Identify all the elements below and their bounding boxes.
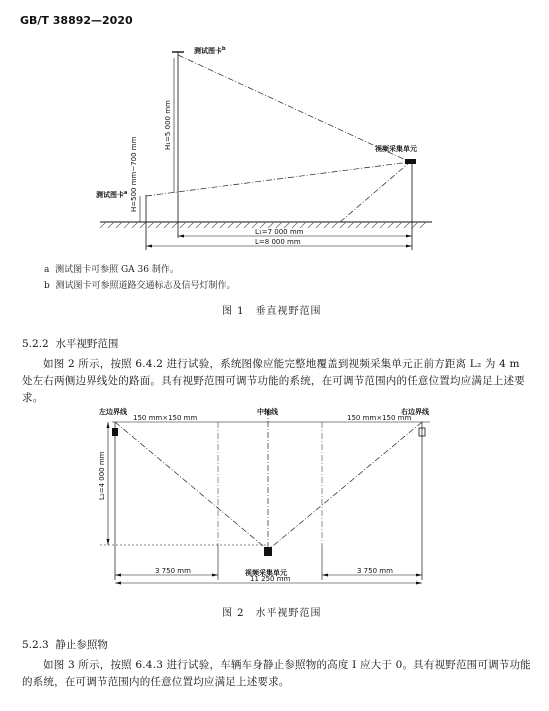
l2-label: L₂=4 000 mm — [98, 451, 106, 500]
note-a: a 测试图卡可参照 GA 36 制作。 — [44, 265, 179, 275]
section-5-2-2-heading: 5.2.2 水平视野范围 — [22, 338, 119, 350]
h1-label: H₁=5 000 mm — [164, 100, 172, 150]
section-5-2-3-text: 如图 3 所示，按照 6.4.3 进行试验，车辆车身静止参照物的高度 I 应大于 0。具有视野范围可调节功能的系统，在可调节范围内的任意位置均应满足上述要求。 — [22, 659, 531, 688]
h-label: H=500 mm~700 mm — [130, 136, 138, 212]
camera-label-fig1: 视频采集单元 — [375, 145, 417, 153]
camera-icon-fig2 — [264, 547, 272, 556]
section-5-2-2-text: 如图 2 所示，按照 6.4.2 进行试验，系统图像应能完整地覆盖到视频采集单元正前方距离 L₂ 为 4 m 处左右两侧边界线处的路面。具有视野范围可调节功能的系统，在可调节范围内的任意位置均应满足上述要求。 — [22, 358, 525, 404]
standard-code: GB/T 38892—2020 — [20, 14, 133, 27]
total-distance-label: 11 250 mm — [250, 575, 291, 583]
center-axis-label: 中轴线 — [257, 408, 278, 416]
left-target-size-label: 150 mm×150 mm — [133, 414, 198, 422]
camera-icon — [405, 159, 416, 164]
left-boundary-label: 左边界线 — [99, 408, 127, 416]
figure-1-caption: 图 1 垂直视野范围 — [222, 306, 322, 317]
sight-lines — [146, 55, 410, 222]
left-target-square — [112, 428, 118, 436]
l1-label: L₁=7 000 mm — [255, 228, 304, 236]
bottom-card-label: 测试图卡$^a$ — [96, 190, 128, 199]
right-target-size-label: 150 mm×150 mm — [347, 414, 412, 422]
camera-label-fig2: 视频采集单元 — [245, 569, 287, 577]
section-5-2-3-heading: 5.2.3 静止参照物 — [22, 639, 108, 651]
figure-2-caption: 图 2 水平视野范围 — [222, 608, 322, 619]
horizontal-sight-lines — [115, 422, 422, 550]
l-label: L=8 000 mm — [255, 238, 301, 246]
left-distance-label: 3 750 mm — [155, 567, 191, 575]
top-card-label: 测试图卡$^b$ — [194, 46, 226, 55]
note-b: b 测试图卡可参照道路交通标志及信号灯制作。 — [44, 281, 236, 291]
right-boundary-label: 右边界线 — [401, 408, 429, 416]
right-distance-label: 3 750 mm — [357, 567, 393, 575]
